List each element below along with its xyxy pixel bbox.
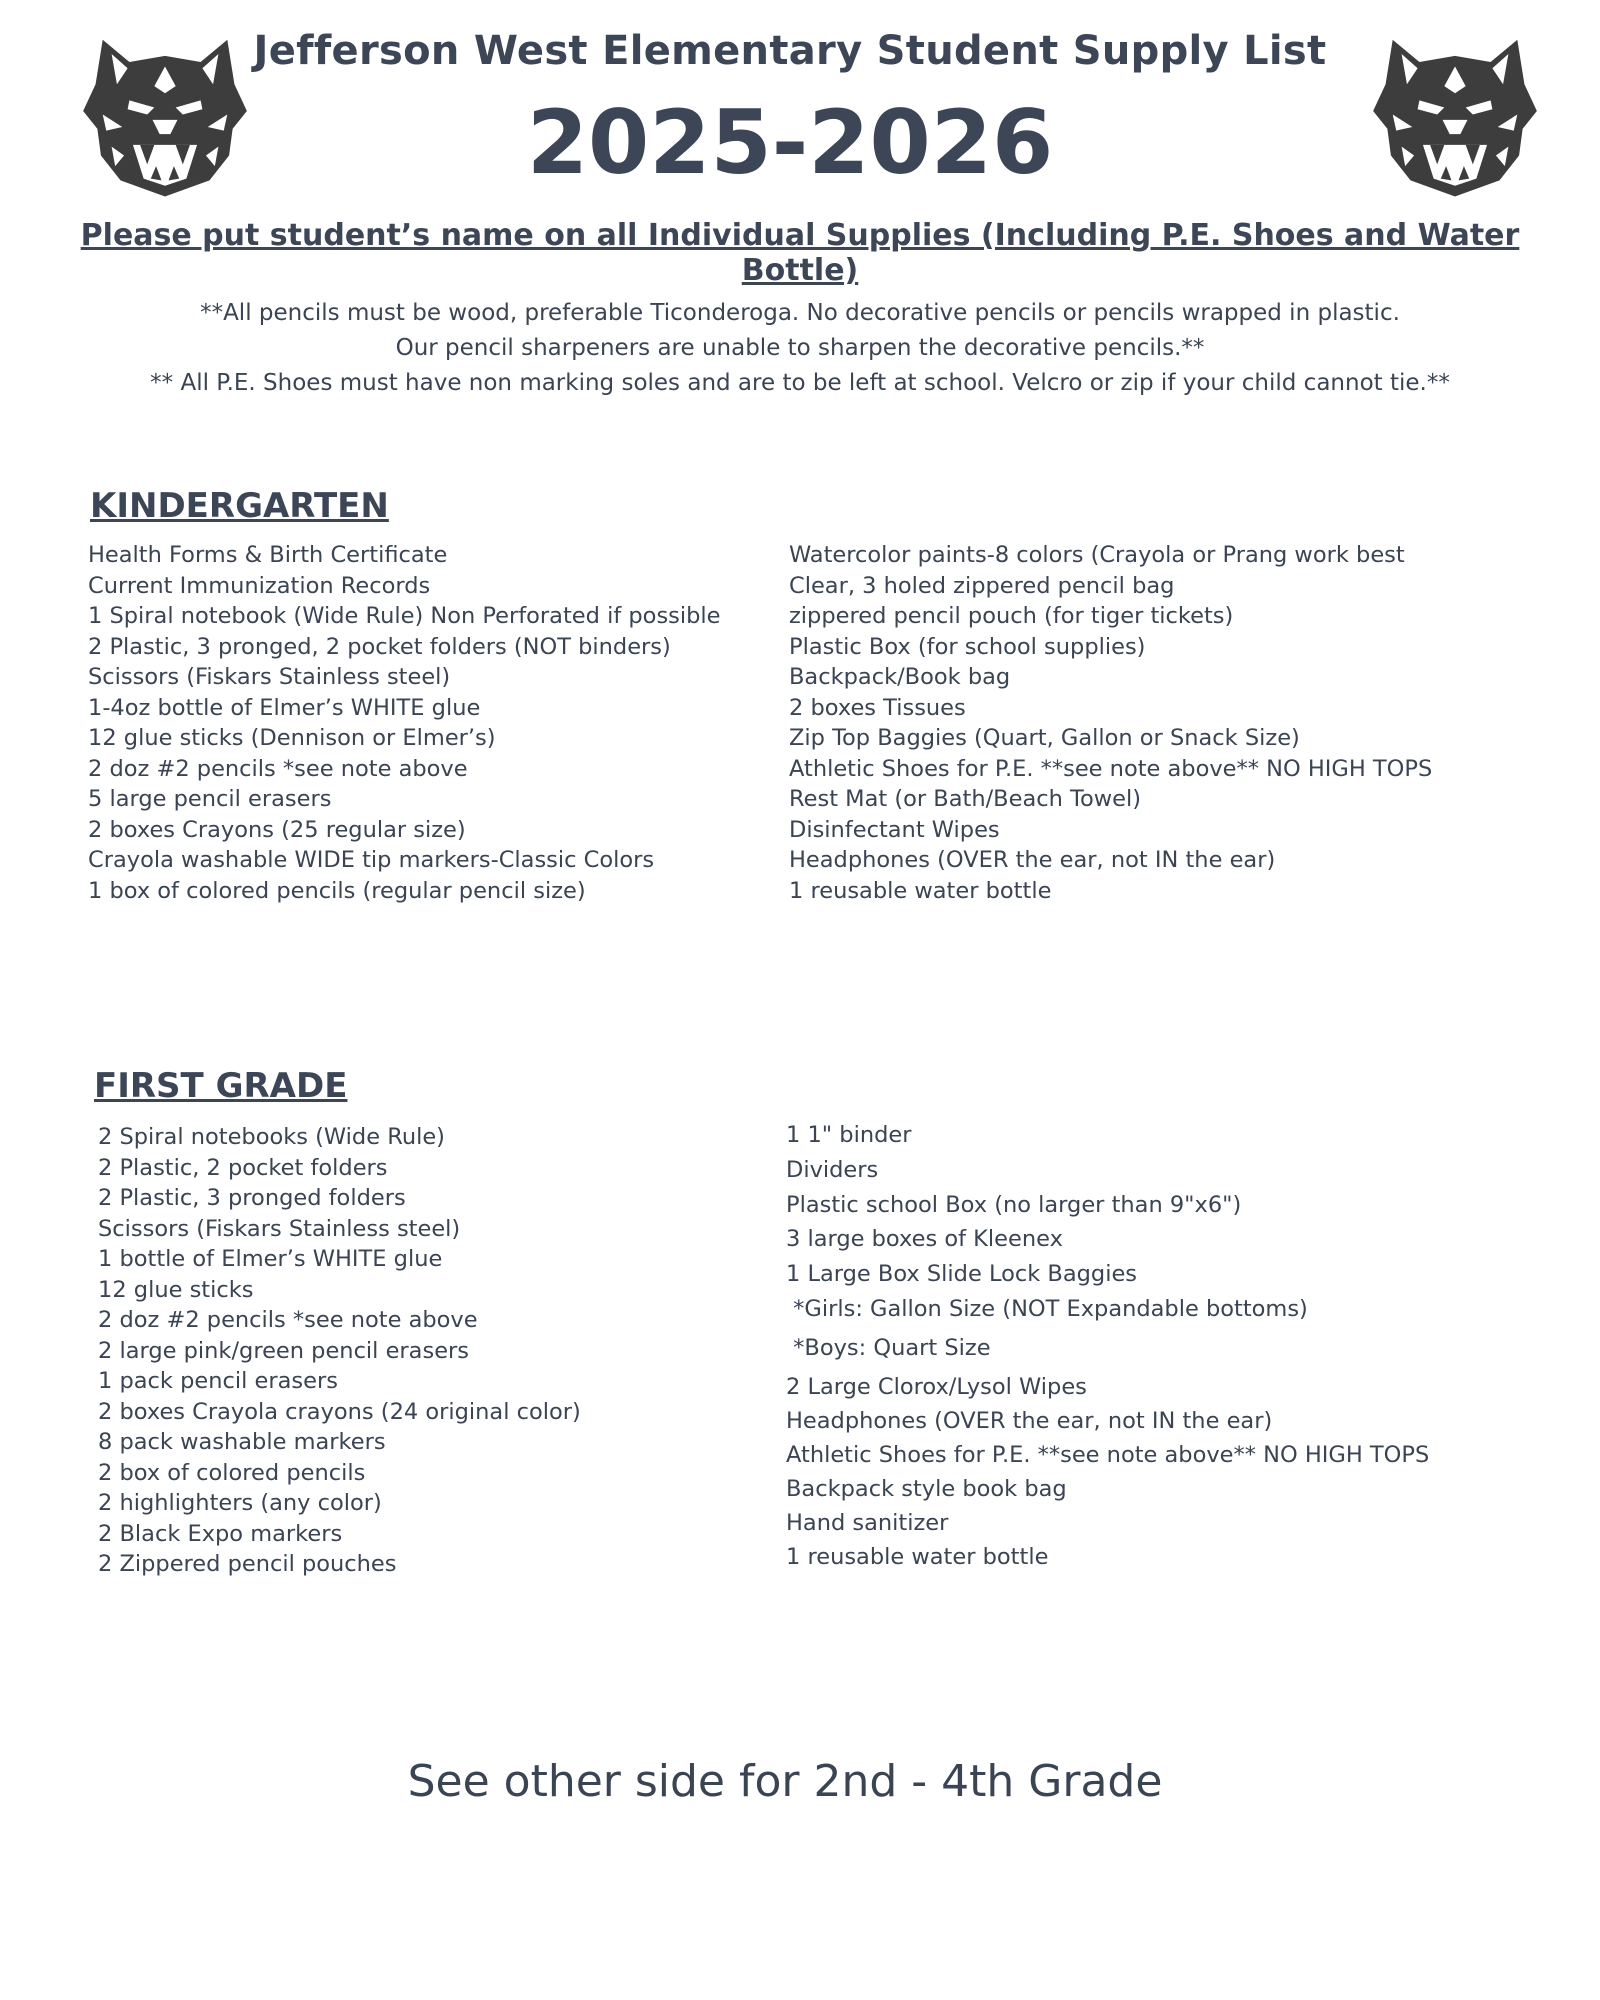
list-item: Clear, 3 holed zippered pencil bag: [789, 572, 1175, 599]
list-item: 1 pack pencil erasers: [98, 1368, 338, 1394]
kindergarten-heading: KINDERGARTEN: [90, 486, 389, 526]
list-item: Plastic school Box (no larger than 9"x6"): [786, 1192, 1242, 1218]
list-item: *Boys: Quart Size: [786, 1335, 991, 1361]
first-grade-list-right: [786, 1118, 1429, 1574]
list-item: Rest Mat (or Bath/Beach Towel): [789, 786, 1141, 812]
list-item: Hand sanitizer: [786, 1510, 949, 1536]
list-item: 1 Spiral notebook (Wide Rule) Non Perforated if possible: [88, 603, 721, 629]
list-item: 2 Spiral notebooks (Wide Rule): [98, 1124, 445, 1150]
list-item: Backpack style book bag: [786, 1476, 1067, 1502]
note-line: Our pencil sharpeners are unable to sharpen the decorative pencils.**: [395, 335, 1205, 361]
list-item: 2 boxes Crayons (25 regular size): [88, 816, 466, 843]
list-item: Backpack/Book bag: [789, 664, 1011, 690]
list-item: 8 pack washable markers: [98, 1429, 386, 1455]
list-item: 5 large pencil erasers: [88, 786, 332, 812]
list-item: zippered pencil pouch (for tiger tickets): [789, 603, 1234, 629]
note-line: ** All P.E. Shoes must have non marking soles and are to be left at school. Velcro or zip if your child cannot tie.**: [150, 370, 1450, 396]
list-item: 2 doz #2 pencils *see note above: [98, 1307, 478, 1333]
kindergarten-list-right: [789, 540, 1432, 906]
list-item: 2 boxes Tissues: [789, 694, 966, 721]
list-item: Scissors (Fiskars Stainless steel): [88, 664, 451, 690]
first-grade-heading: FIRST GRADE: [94, 1066, 348, 1106]
list-item: Headphones (OVER the ear, not IN the ear): [786, 1408, 1273, 1434]
list-item: Disinfectant Wipes: [789, 816, 1000, 843]
list-item: 2 doz #2 pencils *see note above: [88, 755, 468, 782]
list-item: 3 large boxes of Kleenex: [786, 1226, 1063, 1252]
list-item: Health Forms & Birth Certificate: [88, 542, 448, 568]
list-item: Zip Top Baggies (Quart, Gallon or Snack Size): [789, 725, 1300, 751]
list-item: Current Immunization Records: [88, 572, 431, 599]
list-item: 12 glue sticks: [98, 1276, 254, 1303]
list-item: 2 boxes Crayola crayons (24 original color): [98, 1398, 581, 1425]
list-item: Dividers: [786, 1157, 879, 1183]
pencil-shoe-notes: [60, 296, 1540, 401]
list-item: 1 1" binder: [786, 1122, 912, 1148]
tiger-head-icon: [1366, 22, 1544, 200]
list-item: 2 box of colored pencils: [98, 1459, 366, 1486]
note-line: **All pencils must be wood, preferable Ticonderoga. No decorative pencils or pencils wrapped in plastic.: [200, 300, 1400, 326]
page-title: Jefferson West Elementary Student Supply List: [253, 28, 1327, 74]
list-item: 12 glue sticks (Dennison or Elmer’s): [88, 725, 496, 751]
list-item: *Girls: Gallon Size (NOT Expandable bottoms): [786, 1296, 1308, 1322]
list-item: 2 Zippered pencil pouches: [98, 1551, 397, 1577]
list-item: 2 Black Expo markers: [98, 1520, 343, 1547]
list-item: Scissors (Fiskars Stainless steel): [98, 1215, 461, 1242]
list-item: Athletic Shoes for P.E. **see note above** NO HIGH TOPS: [789, 755, 1433, 782]
list-item: 2 Plastic, 3 pronged folders: [98, 1185, 406, 1211]
list-item: 1 Large Box Slide Lock Baggies: [786, 1261, 1138, 1287]
list-item: Crayola washable WIDE tip markers-Classic Colors: [88, 847, 655, 873]
list-item: Watercolor paints-8 colors (Crayola or Prang work best: [789, 542, 1405, 568]
list-item: 2 Plastic, 2 pocket folders: [98, 1154, 388, 1181]
name-instruction: Please put student’s name on all Individual Supplies (Including P.E. Shoes and Water Bottle): [80, 218, 1520, 288]
list-item: Athletic Shoes for P.E. **see note above** NO HIGH TOPS: [786, 1442, 1430, 1468]
school-year: 2025-2026: [526, 91, 1054, 194]
list-item: 1 reusable water bottle: [789, 877, 1052, 904]
kindergarten-list-left: [88, 540, 721, 906]
list-item: 2 Plastic, 3 pronged, 2 pocket folders (NOT binders): [88, 633, 671, 660]
list-item: 2 highlighters (any color): [98, 1490, 382, 1516]
first-grade-list-left: [98, 1122, 581, 1580]
list-item: 2 large pink/green pencil erasers: [98, 1337, 470, 1364]
list-item: 2 Large Clorox/Lysol Wipes: [786, 1374, 1087, 1400]
list-item: 1-4oz bottle of Elmer’s WHITE glue: [88, 694, 481, 721]
list-item: Plastic Box (for school supplies): [789, 633, 1146, 660]
list-item: 1 box of colored pencils (regular pencil size): [88, 877, 586, 904]
list-item: 1 reusable water bottle: [786, 1544, 1049, 1570]
list-item: 1 bottle of Elmer’s WHITE glue: [98, 1246, 443, 1272]
footer-note: See other side for 2nd - 4th Grade: [407, 1756, 1163, 1807]
list-item: Headphones (OVER the ear, not IN the ear): [789, 847, 1276, 873]
